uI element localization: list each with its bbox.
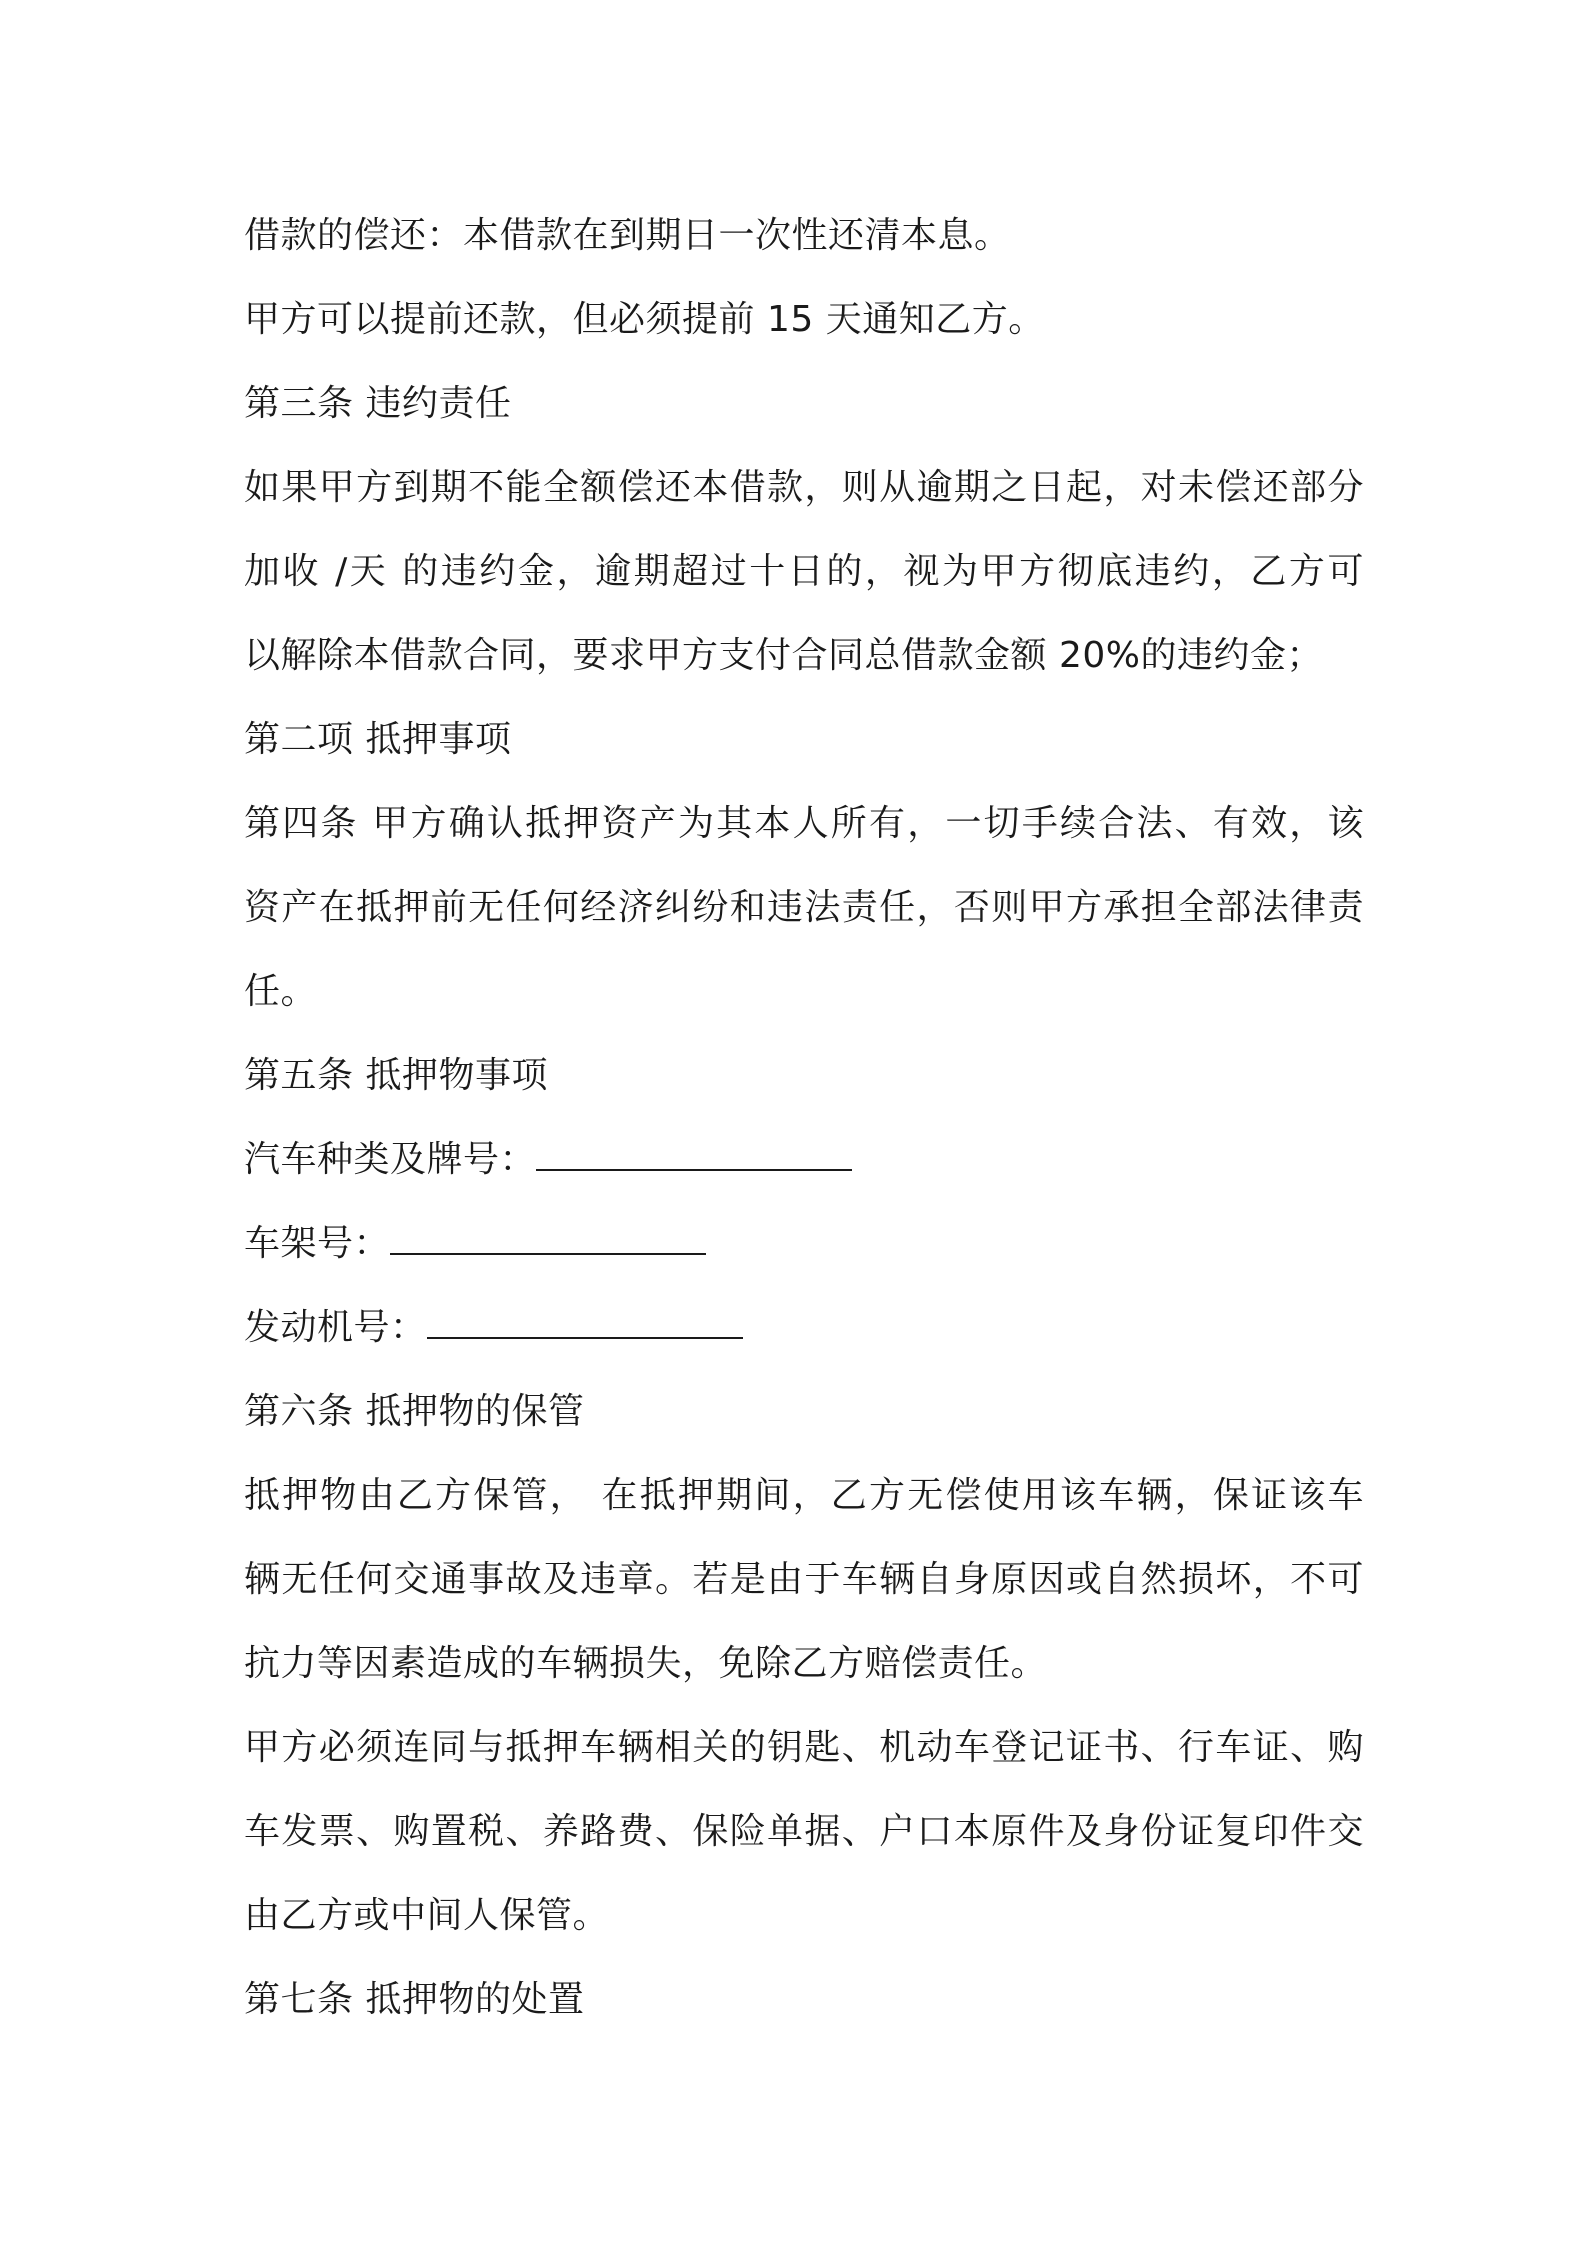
paragraph-custody-line-2: 辆无任何交通事故及违章。若是由于车辆自身原因或自然损坏，不可 xyxy=(244,1559,1364,1600)
paragraph-article-4-line-3: 任。 xyxy=(244,971,318,1012)
paragraph-documents-line-2: 车发票、购置税、养路费、保险单据、户口本原件及身份证复印件交 xyxy=(244,1811,1364,1852)
document-body xyxy=(244,194,1364,2042)
paragraph-repayment: 借款的偿还：本借款在到期日一次性还清本息。 xyxy=(244,215,1011,256)
paragraph-article-4-line-2: 资产在抵押前无任何经济纠纷和违法责任，否则甲方承担全部法律责 xyxy=(244,887,1364,928)
paragraph-article-4-line-1: 第四条 甲方确认抵押资产为其本人所有，一切手续合法、有效，该 xyxy=(244,803,1364,844)
blank-line-engine-number xyxy=(427,1307,743,1339)
blank-line-frame-number xyxy=(390,1223,706,1255)
heading-article-7: 第七条 抵押物的处置 xyxy=(244,1979,585,2020)
heading-article-5: 第五条 抵押物事项 xyxy=(244,1055,548,1096)
paragraph-breach-line-3: 以解除本借款合同，要求甲方支付合同总借款金额 20%的违约金； xyxy=(244,635,1323,676)
heading-article-6: 第六条 抵押物的保管 xyxy=(244,1391,585,1432)
field-label-frame-number: 车架号： xyxy=(244,1223,391,1264)
paragraph-documents-line-1: 甲方必须连同与抵押车辆相关的钥匙、机动车登记证书、行车证、购 xyxy=(244,1727,1364,1768)
field-label-engine-number: 发动机号： xyxy=(244,1307,427,1348)
blank-line-vehicle-type-plate xyxy=(536,1139,852,1171)
paragraph-breach-line-1: 如果甲方到期不能全额偿还本借款，则从逾期之日起，对未偿还部分 xyxy=(244,467,1364,508)
paragraph-breach-line-2: 加收 /天 的违约金，逾期超过十日的，视为甲方彻底违约，乙方可 xyxy=(244,551,1364,592)
field-label-vehicle-type-plate: 汽车种类及牌号： xyxy=(244,1139,537,1180)
paragraph-early-repayment: 甲方可以提前还款，但必须提前 15 天通知乙方。 xyxy=(244,299,1045,340)
heading-section-2: 第二项 抵押事项 xyxy=(244,719,512,760)
paragraph-custody-line-3: 抗力等因素造成的车辆损失，免除乙方赔偿责任。 xyxy=(244,1643,1048,1684)
field-engine-number xyxy=(244,1286,1364,1370)
paragraph-custody-line-1: 抵押物由乙方保管， 在抵押期间，乙方无偿使用该车辆，保证该车 xyxy=(244,1475,1364,1516)
field-vehicle-type-plate xyxy=(244,1118,1364,1202)
heading-article-3: 第三条 违约责任 xyxy=(244,383,512,424)
field-frame-number xyxy=(244,1202,1364,1286)
paragraph-documents-line-3: 由乙方或中间人保管。 xyxy=(244,1895,610,1936)
